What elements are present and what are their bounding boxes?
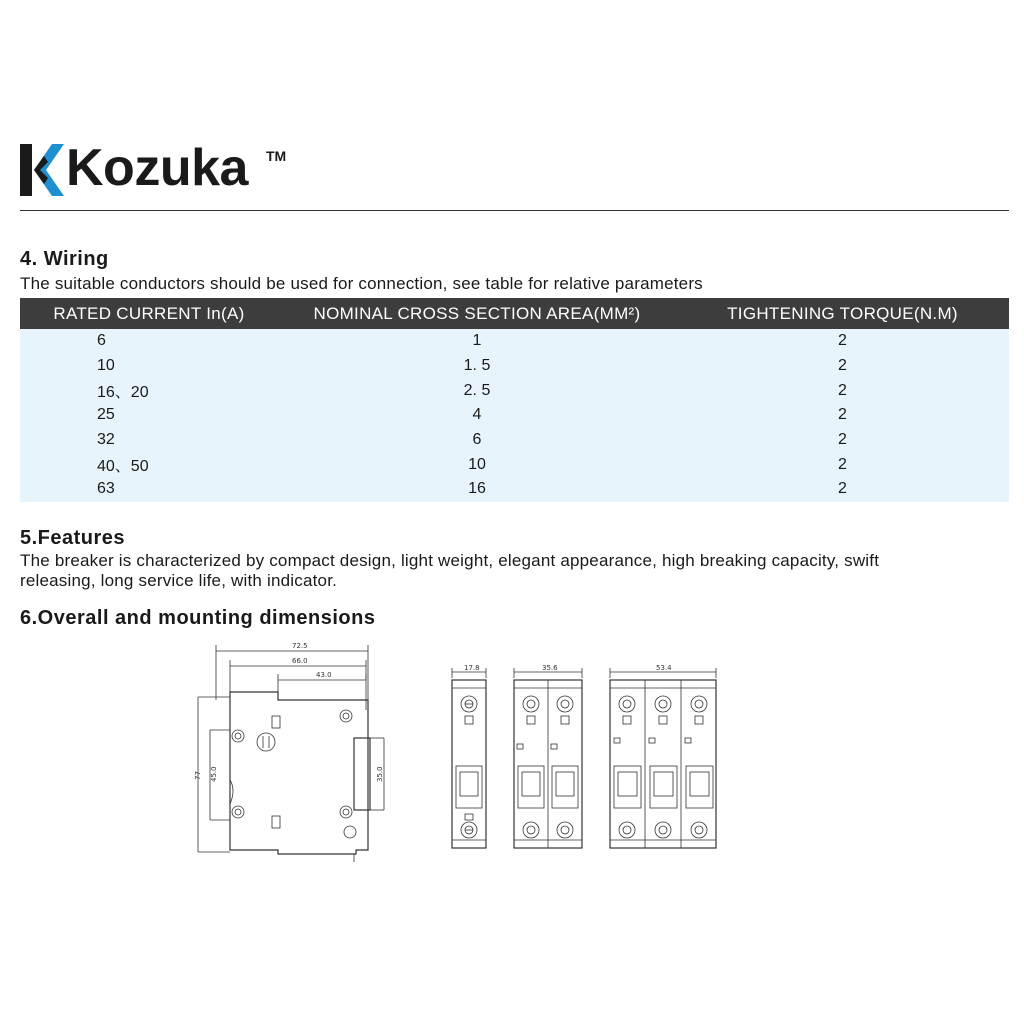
dim-width-3p: 53.4 [656, 664, 672, 672]
wiring-description: The suitable conductors should be used for connection, see table for relative parameters [20, 274, 703, 293]
dimensions-heading: 6.Overall and mounting dimensions [20, 607, 376, 629]
wiring-heading: 4. Wiring [20, 248, 109, 270]
cell-current: 10 [20, 354, 278, 379]
brand-name: Kozuka [66, 139, 248, 197]
table-row [20, 403, 1009, 428]
cell-torque: 2 [676, 452, 1009, 477]
table-header-row [20, 298, 1009, 329]
dim-height-body: 45.0 [210, 766, 218, 782]
dim-width-top: 43.0 [316, 671, 332, 679]
front-view-1p [446, 662, 492, 857]
table-row [20, 477, 1009, 502]
front-view-3p [606, 662, 720, 857]
kozuka-k-icon [20, 144, 66, 196]
table-row [20, 452, 1009, 477]
cell-area: 4 [278, 403, 676, 428]
cell-current: 40、50 [20, 452, 278, 477]
cell-torque: 2 [676, 329, 1009, 354]
dim-width-mid: 66.0 [292, 657, 308, 665]
cell-torque: 2 [676, 403, 1009, 428]
table-row [20, 378, 1009, 403]
cell-area: 6 [278, 428, 676, 453]
front-view-2p [510, 662, 586, 857]
dim-width-1p: 17.8 [464, 664, 480, 672]
cell-area: 16 [278, 477, 676, 502]
table-row [20, 428, 1009, 453]
features-line-2: releasing, long service life, with indicator. [20, 571, 338, 590]
table-row [20, 329, 1009, 354]
cell-current: 6 [20, 329, 278, 354]
wiring-table [20, 298, 1009, 502]
cell-area: 1 [278, 329, 676, 354]
dim-height-rail: 35.0 [376, 766, 384, 782]
features-line-1: The breaker is characterized by compact design, light weight, elegant appearance, high breaking capacity, swift [20, 551, 880, 570]
cell-current: 63 [20, 477, 278, 502]
dim-width-2p: 35.6 [542, 664, 558, 672]
cell-area: 1. 5 [278, 354, 676, 379]
col-torque: TIGHTENING TORQUE(N.M) [676, 298, 1009, 329]
cell-torque: 2 [676, 354, 1009, 379]
col-cross-section: NOMINAL CROSS SECTION AREA(MM²) [278, 298, 676, 329]
dim-width-total: 72.5 [292, 642, 308, 650]
trademark-mark: TM [266, 148, 287, 164]
cell-current: 32 [20, 428, 278, 453]
col-rated-current: RATED CURRENT In(A) [20, 298, 278, 329]
cell-area: 10 [278, 452, 676, 477]
side-view-drawing [190, 640, 390, 865]
cell-torque: 2 [676, 428, 1009, 453]
table-row [20, 354, 1009, 379]
dim-height-total: 77 [194, 771, 202, 780]
cell-torque: 2 [676, 378, 1009, 403]
cell-area: 2. 5 [278, 378, 676, 403]
header-divider [20, 210, 1009, 211]
cell-current: 25 [20, 403, 278, 428]
cell-current: 16、20 [20, 378, 278, 403]
features-heading: 5.Features [20, 527, 126, 549]
cell-torque: 2 [676, 477, 1009, 502]
